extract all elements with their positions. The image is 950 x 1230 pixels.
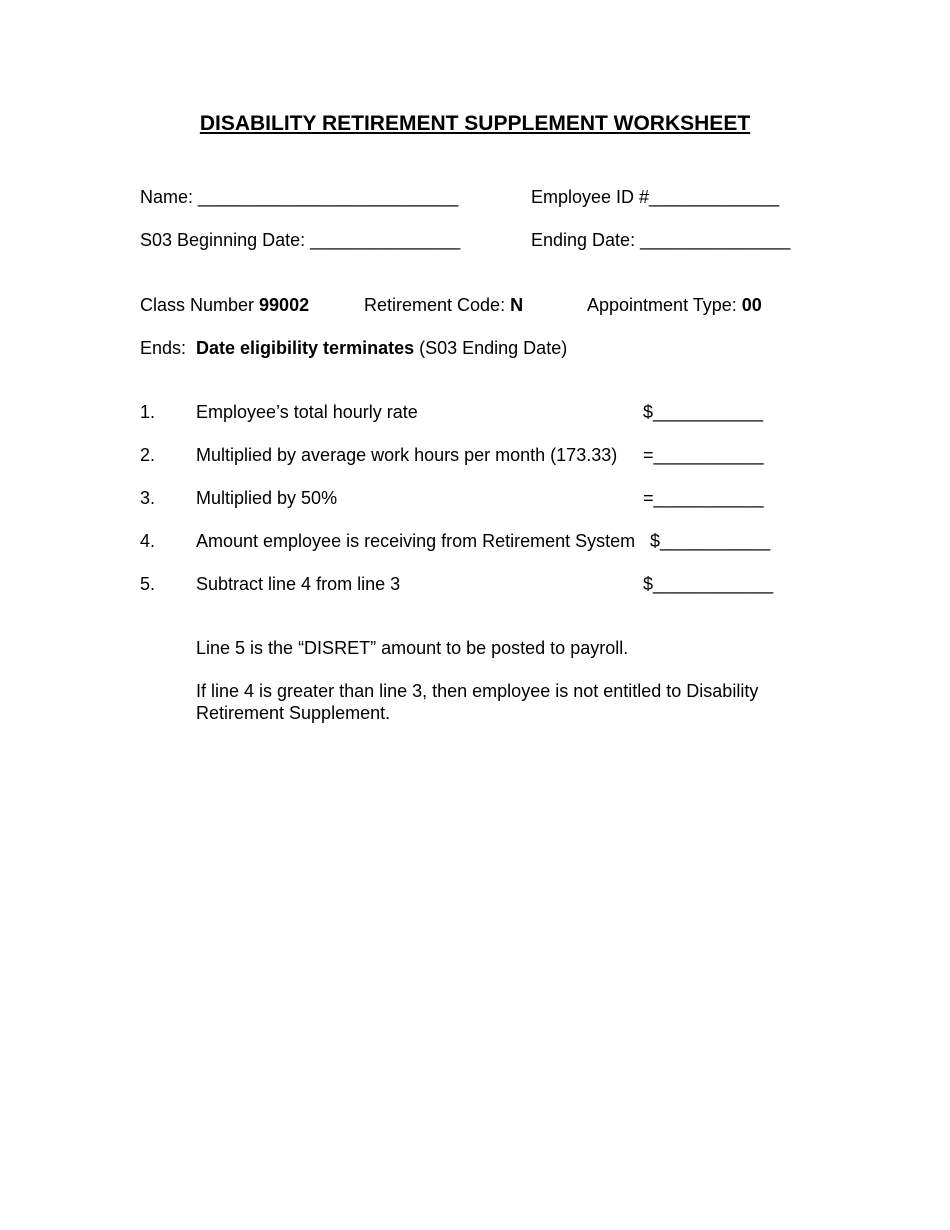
note-disret: Line 5 is the “DISRET” amount to be posted to payroll. (196, 638, 629, 658)
line-2-number: 2. (140, 445, 156, 465)
line-2-text: Multiplied by average work hours per month (173.33) (196, 445, 618, 465)
line-3-amount-field[interactable]: =___________ (643, 488, 764, 508)
line-3-text: Multiplied by 50% (196, 488, 338, 508)
line-5-amount-field[interactable]: $____________ (643, 574, 774, 594)
appointment-type-label: Appointment Type: (587, 295, 742, 315)
line-5-text: Subtract line 4 from line 3 (196, 574, 401, 594)
appointment-type-value: 00 (741, 295, 762, 315)
line-1-amount-field[interactable]: $___________ (643, 402, 764, 422)
ending-date-field[interactable]: Ending Date: _______________ (531, 230, 791, 250)
appointment-type (587, 294, 762, 316)
class-number (140, 294, 309, 316)
retirement-code-value: N (510, 295, 524, 315)
ends-bold-text: Date eligibility terminates (196, 338, 415, 358)
retirement-code (364, 294, 523, 316)
line-4-text: Amount employee is receiving from Retirement System (196, 531, 636, 551)
line-3-number: 3. (140, 488, 156, 508)
line-4-amount-field[interactable]: $___________ (650, 531, 771, 551)
retirement-code-label: Retirement Code: (364, 295, 511, 315)
note-eligibility: If line 4 is greater than line 3, then employee is not entitled to Disability Retirement Supplement. (196, 681, 759, 723)
employee-id-field[interactable]: Employee ID #_____________ (531, 187, 780, 207)
beginning-date-field[interactable]: S03 Beginning Date: _______________ (140, 230, 461, 250)
ends-suffix: (S03 Ending Date) (414, 338, 568, 358)
line-4-number: 4. (140, 531, 156, 551)
line-1-text: Employee’s total hourly rate (196, 402, 418, 422)
line-2-amount-field[interactable]: =___________ (643, 445, 764, 465)
line-1-number: 1. (140, 402, 156, 422)
ends-line (140, 337, 567, 359)
worksheet-title: DISABILITY RETIREMENT SUPPLEMENT WORKSHEET (199, 112, 751, 135)
ends-label: Ends: (140, 338, 197, 358)
class-number-label: Class Number (140, 295, 260, 315)
name-field[interactable]: Name: __________________________ (140, 187, 459, 207)
line-5-number: 5. (140, 574, 156, 594)
class-number-value: 99002 (259, 295, 310, 315)
